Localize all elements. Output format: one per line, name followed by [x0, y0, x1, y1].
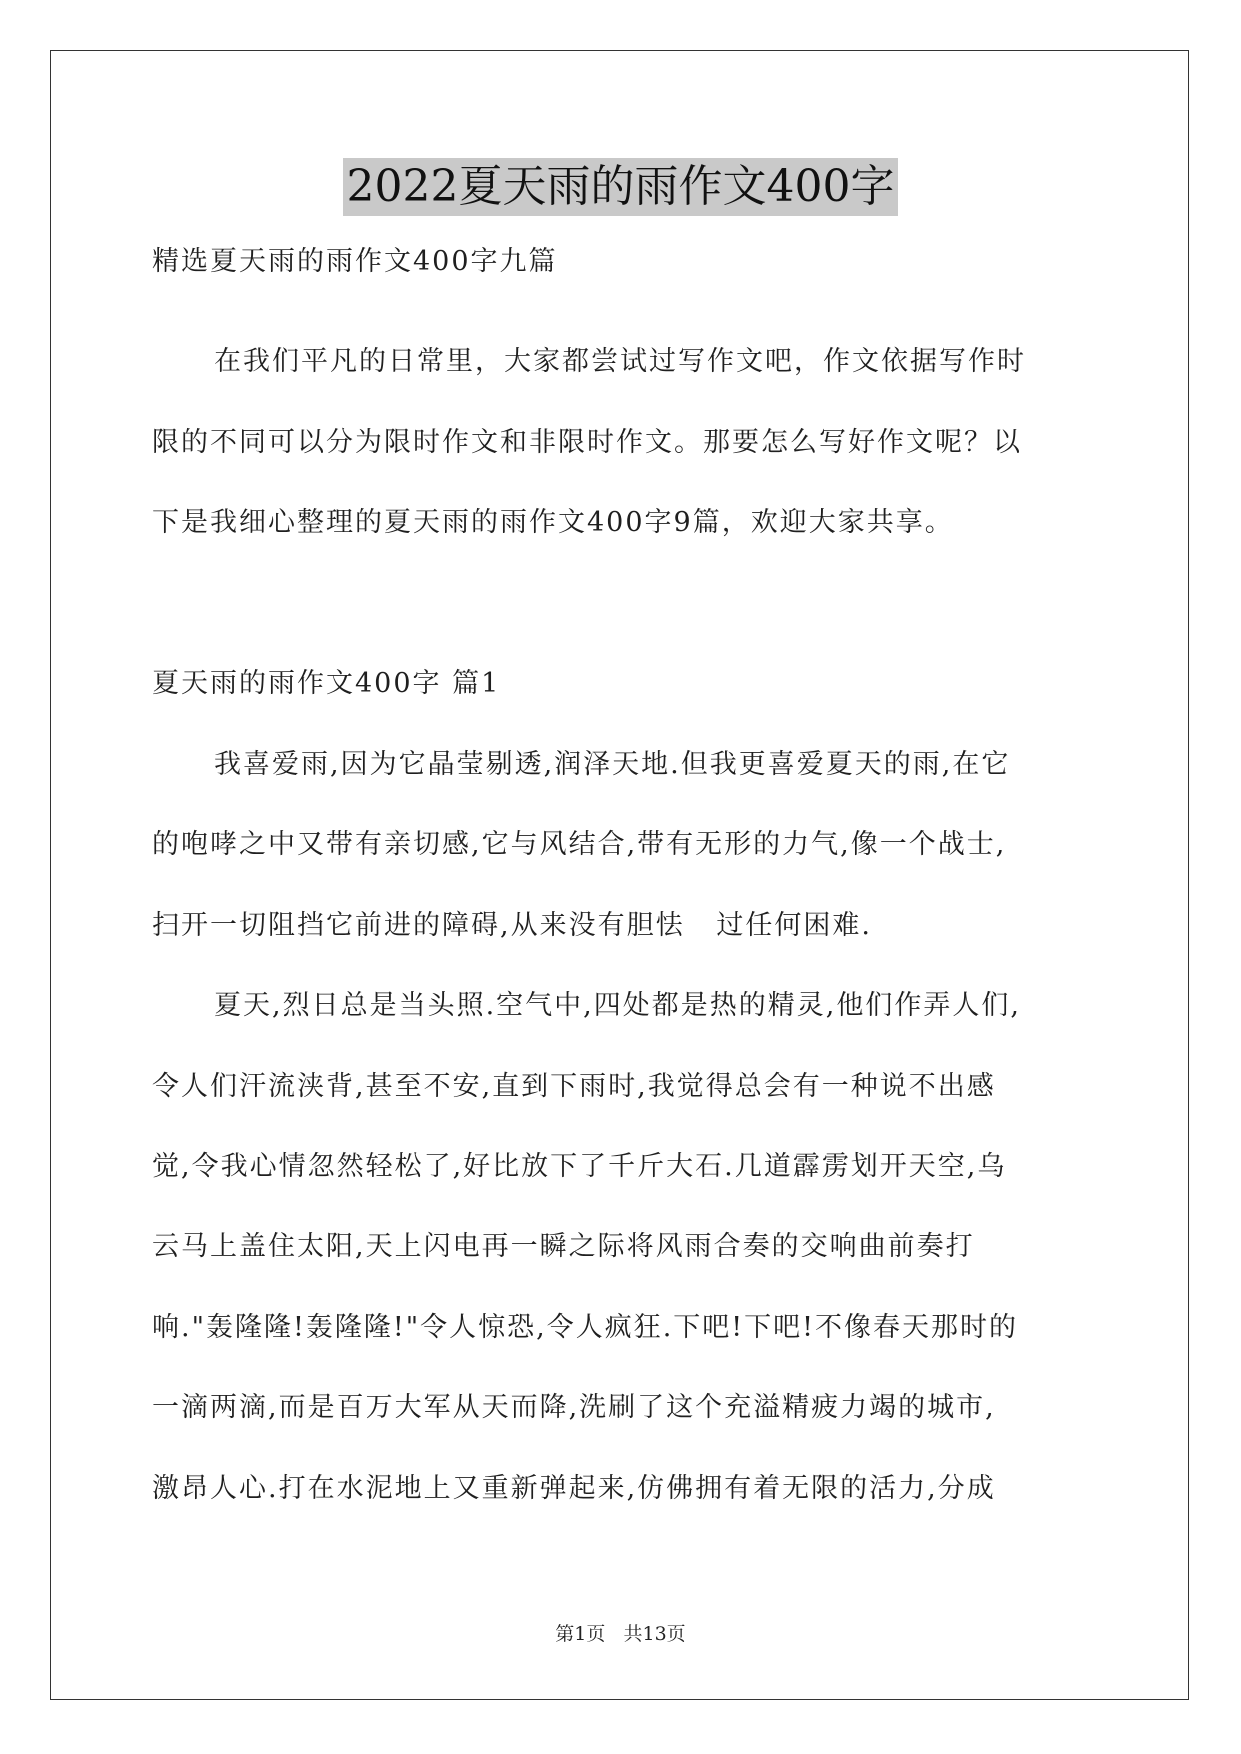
page-footer: 第1页 共13页 — [555, 1623, 686, 1645]
subtitle: 精选夏天雨的雨作文400字九篇 — [152, 246, 558, 277]
intro-line-2: 限的不同可以分为限时作文和非限时作文。那要怎么写好作文呢？以 — [152, 427, 1022, 458]
body-line-5: 令人们汗流浃背,甚至不安,直到下雨时,我觉得总会有一种说不出感 — [152, 1071, 996, 1102]
body-line-9: 一滴两滴,而是百万大军从天而降,洗刷了这个充溢精疲力竭的城市, — [152, 1392, 996, 1423]
section-heading: 夏天雨的雨作文400字 篇1 — [152, 668, 501, 699]
body-line-1: 我喜爱雨,因为它晶莹剔透,润泽天地.但我更喜爱夏天的雨,在它 — [214, 749, 1011, 780]
body-line-10: 激昂人心.打在水泥地上又重新弹起来,仿佛拥有着无限的活力,分成 — [152, 1473, 996, 1504]
intro-line-3: 下是我细心整理的夏天雨的雨作文400字9篇，欢迎大家共享。 — [152, 507, 954, 538]
body-line-8: 响."轰隆隆!轰隆隆!"令人惊恐,令人疯狂.下吧!下吧!不像春天那时的 — [152, 1312, 1018, 1343]
intro-line-1: 在我们平凡的日常里，大家都尝试过写作文吧，作文依据写作时 — [214, 346, 1026, 377]
body-line-3: 扫开一切阻挡它前进的障碍,从来没有胆怯 过任何困难. — [152, 910, 872, 941]
title-container — [0, 158, 1241, 216]
body-line-7: 云马上盖住太阳,天上闪电再一瞬之际将风雨合奏的交响曲前奏打 — [152, 1231, 975, 1262]
body-line-2: 的咆哮之中又带有亲切感,它与风结合,带有无形的力气,像一个战士, — [152, 829, 1007, 860]
page-border — [50, 50, 1189, 1700]
body-line-6: 觉,令我心情忽然轻松了,好比放下了千斤大石.几道霹雳划开天空,乌 — [152, 1151, 1007, 1182]
body-line-4: 夏天,烈日总是当头照.空气中,四处都是热的精灵,他们作弄人们, — [214, 990, 1021, 1021]
document-title: 2022夏天雨的雨作文400字 — [343, 158, 899, 216]
